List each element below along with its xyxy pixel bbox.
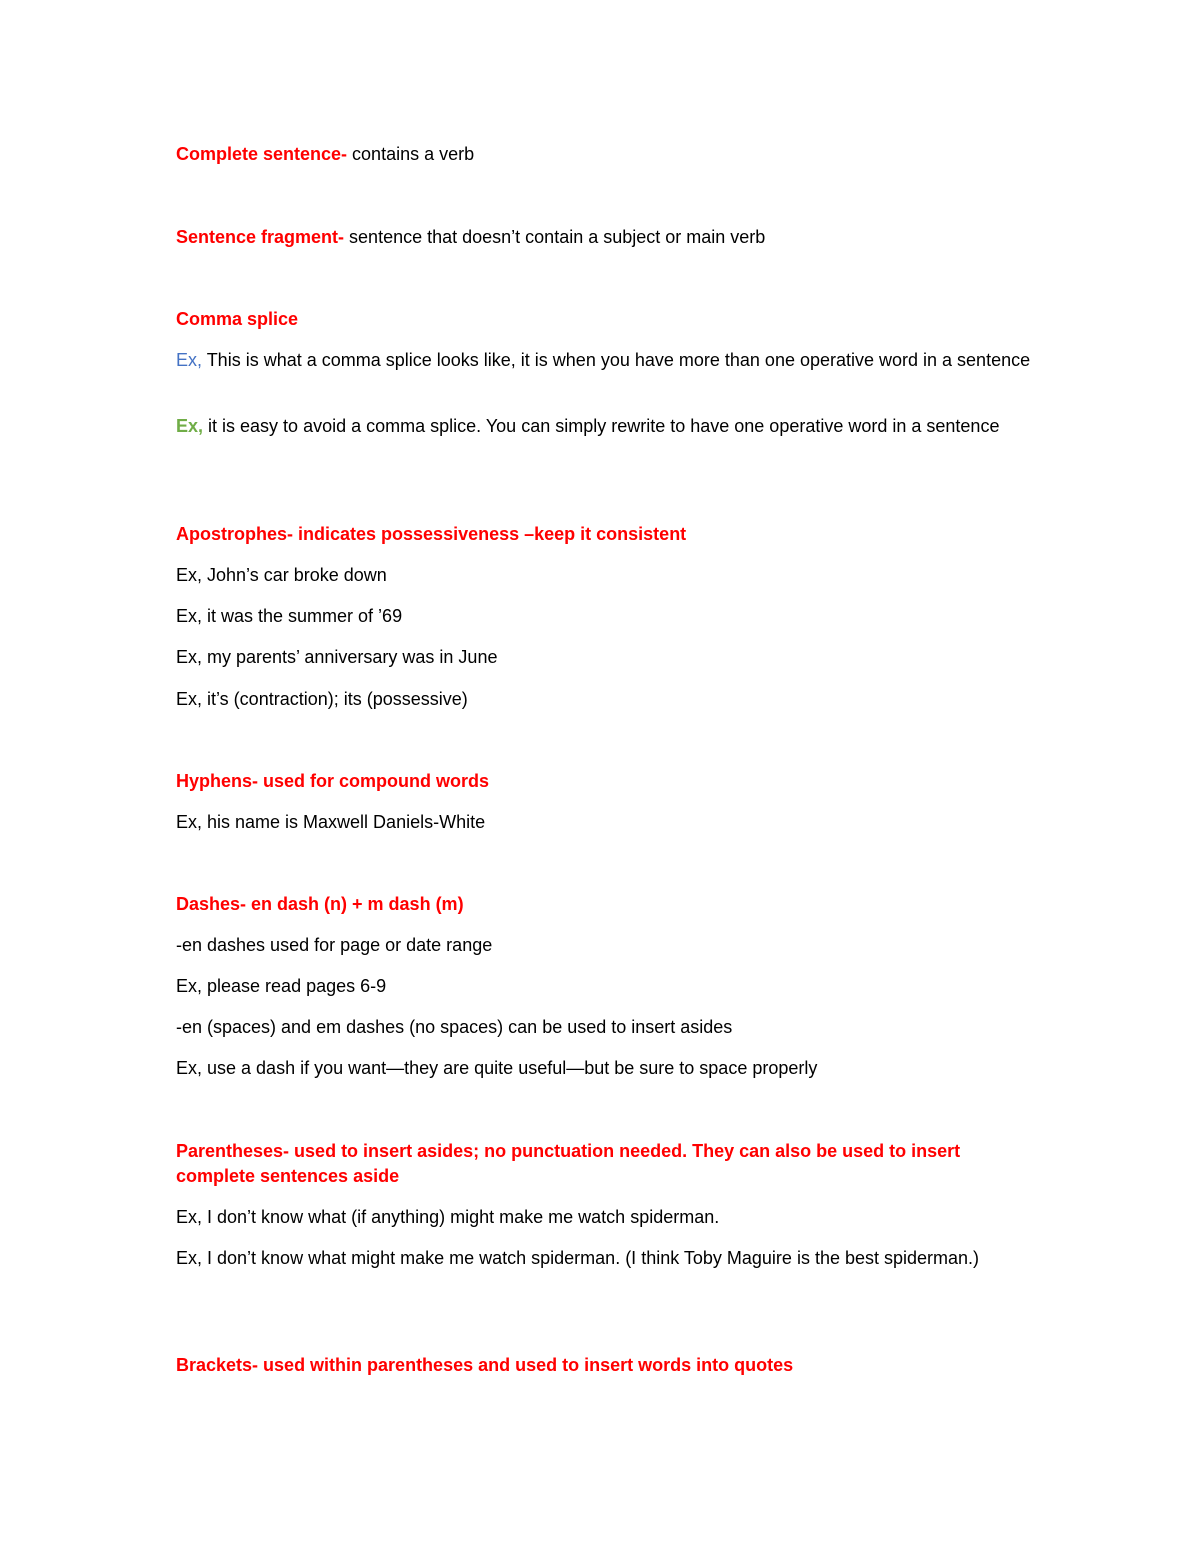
brackets-heading: Brackets- used within parentheses and used to insert words into quotes bbox=[176, 1355, 794, 1375]
apostrophes-example: Ex, John’s car broke down bbox=[176, 565, 387, 585]
apostrophes-example: Ex, it was the summer of ’69 bbox=[176, 606, 403, 626]
comma-splice-example-1 bbox=[176, 348, 1036, 373]
dashes-line: Ex, please read pages 6-9 bbox=[176, 976, 387, 996]
comma-splice-example-2-label: Ex, bbox=[176, 416, 204, 436]
apostrophes-example: Ex, my parents’ anniversary was in June bbox=[176, 647, 498, 667]
parentheses-example: Ex, I don’t know what might make me watch spiderman. (I think Toby Maguire is the best spiderman.) bbox=[176, 1248, 980, 1268]
comma-splice-example-1-text: This is what a comma splice looks like, it is when you have more than one operative word in a sentence bbox=[202, 350, 1031, 370]
sentence-fragment-term: Sentence fragment- bbox=[176, 227, 345, 247]
comma-splice-example-2 bbox=[176, 414, 1036, 439]
comma-splice-heading: Comma splice bbox=[176, 309, 299, 329]
dashes-line: -en dashes used for page or date range bbox=[176, 935, 493, 955]
hyphens-example: Ex, his name is Maxwell Daniels-White bbox=[176, 812, 486, 832]
complete-sentence-term: Complete sentence- bbox=[176, 144, 348, 164]
dashes-heading: Dashes- en dash (n) + m dash (m) bbox=[176, 894, 464, 914]
sentence-fragment-line bbox=[176, 225, 1036, 250]
parentheses-example: Ex, I don’t know what (if anything) might make me watch spiderman. bbox=[176, 1207, 720, 1227]
apostrophes-heading: Apostrophes- indicates possessiveness –keep it consistent bbox=[176, 524, 687, 544]
sentence-fragment-definition: sentence that doesn’t contain a subject or main verb bbox=[344, 227, 766, 247]
parentheses-heading: Parentheses- used to insert asides; no punctuation needed. They can also be used to insert complete sentences aside bbox=[176, 1141, 961, 1186]
complete-sentence-line bbox=[176, 142, 1036, 167]
apostrophes-example: Ex, it’s (contraction); its (possessive) bbox=[176, 689, 468, 709]
dashes-line: Ex, use a dash if you want—they are quite useful—but be sure to space properly bbox=[176, 1058, 818, 1078]
complete-sentence-definition: contains a verb bbox=[347, 144, 475, 164]
comma-splice-example-2-text: it is easy to avoid a comma splice. You can simply rewrite to have one operative word in a sentence bbox=[203, 416, 1000, 436]
dashes-line: -en (spaces) and em dashes (no spaces) can be used to insert asides bbox=[176, 1017, 733, 1037]
comma-splice-example-1-label: Ex, bbox=[176, 350, 203, 370]
hyphens-heading: Hyphens- used for compound words bbox=[176, 771, 490, 791]
